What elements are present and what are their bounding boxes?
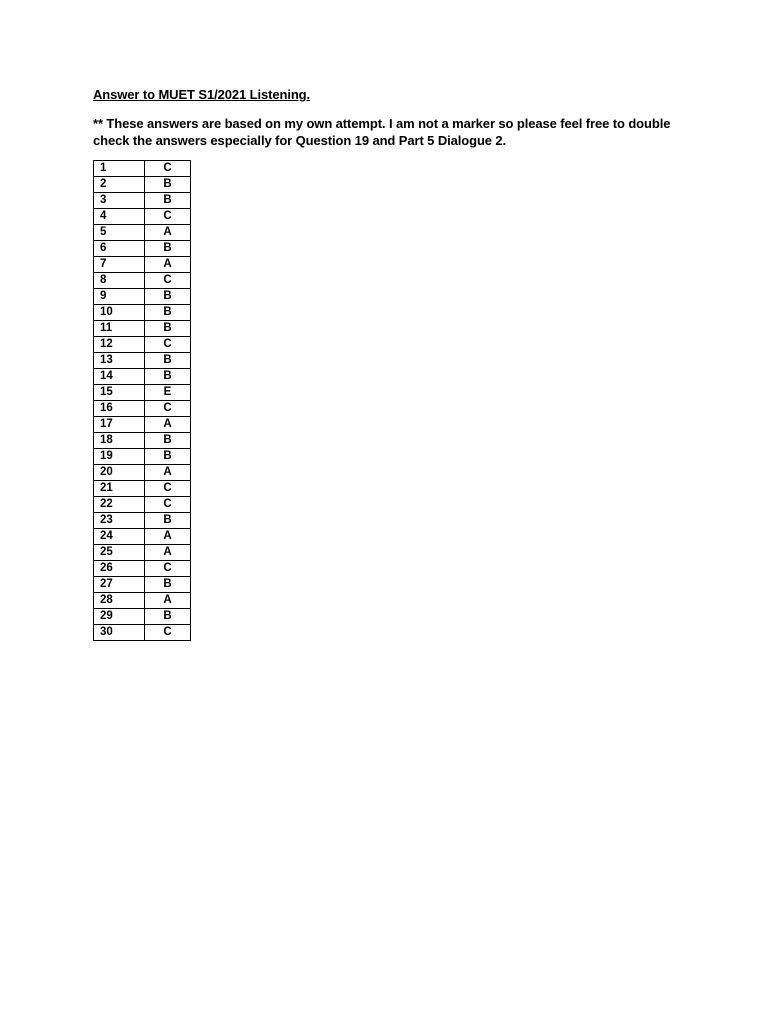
answer-cell: C	[145, 497, 191, 513]
question-number-cell: 22	[94, 497, 145, 513]
question-number-cell: 23	[94, 513, 145, 529]
answer-cell: A	[145, 417, 191, 433]
question-number-cell: 30	[94, 625, 145, 641]
answer-cell: A	[145, 545, 191, 561]
table-row	[94, 609, 191, 625]
question-number-cell: 1	[94, 161, 145, 177]
table-row	[94, 369, 191, 385]
answer-cell: C	[145, 561, 191, 577]
note-line: check the answers especially for Question 19 and Part 5 Dialogue 2.	[93, 133, 507, 148]
question-number-cell: 8	[94, 273, 145, 289]
answer-cell: B	[145, 177, 191, 193]
question-number-cell: 12	[94, 337, 145, 353]
answer-cell: B	[145, 369, 191, 385]
question-number-cell: 20	[94, 465, 145, 481]
question-number-cell: 4	[94, 209, 145, 225]
answer-cell: B	[145, 241, 191, 257]
question-number-cell: 25	[94, 545, 145, 561]
answer-cell: A	[145, 225, 191, 241]
table-row	[94, 337, 191, 353]
document-title: Answer to MUET S1/2021 Listening.	[93, 87, 311, 102]
table-row	[94, 513, 191, 529]
question-number-cell: 7	[94, 257, 145, 273]
answer-cell: B	[145, 433, 191, 449]
table-row	[94, 465, 191, 481]
table-row	[94, 225, 191, 241]
question-number-cell: 28	[94, 593, 145, 609]
answer-cell: B	[145, 193, 191, 209]
answer-cell: A	[145, 465, 191, 481]
answer-table	[93, 160, 191, 641]
question-number-cell: 5	[94, 225, 145, 241]
question-number-cell: 29	[94, 609, 145, 625]
table-row	[94, 257, 191, 273]
question-number-cell: 24	[94, 529, 145, 545]
answer-cell: C	[145, 625, 191, 641]
answer-cell: C	[145, 401, 191, 417]
answer-cell: C	[145, 209, 191, 225]
answer-cell: A	[145, 593, 191, 609]
question-number-cell: 2	[94, 177, 145, 193]
answer-cell: B	[145, 353, 191, 369]
question-number-cell: 19	[94, 449, 145, 465]
document-note	[93, 115, 693, 149]
table-row	[94, 161, 191, 177]
table-row	[94, 593, 191, 609]
question-number-cell: 17	[94, 417, 145, 433]
table-row	[94, 625, 191, 641]
table-row	[94, 545, 191, 561]
answer-cell: B	[145, 513, 191, 529]
answer-cell: B	[145, 321, 191, 337]
answer-cell: A	[145, 529, 191, 545]
question-number-cell: 3	[94, 193, 145, 209]
answer-cell: C	[145, 337, 191, 353]
question-number-cell: 26	[94, 561, 145, 577]
note-line: ** These answers are based on my own attempt. I am not a marker so please feel free to double	[93, 116, 671, 131]
question-number-cell: 27	[94, 577, 145, 593]
question-number-cell: 21	[94, 481, 145, 497]
table-row	[94, 529, 191, 545]
question-number-cell: 16	[94, 401, 145, 417]
question-number-cell: 15	[94, 385, 145, 401]
question-number-cell: 18	[94, 433, 145, 449]
question-number-cell: 10	[94, 305, 145, 321]
question-number-cell: 14	[94, 369, 145, 385]
answer-cell: C	[145, 481, 191, 497]
table-row	[94, 577, 191, 593]
table-row	[94, 401, 191, 417]
table-row	[94, 241, 191, 257]
answer-cell: C	[145, 273, 191, 289]
table-row	[94, 417, 191, 433]
answer-cell: B	[145, 609, 191, 625]
table-row	[94, 385, 191, 401]
table-row	[94, 289, 191, 305]
table-row	[94, 561, 191, 577]
answer-cell: E	[145, 385, 191, 401]
question-number-cell: 11	[94, 321, 145, 337]
question-number-cell: 9	[94, 289, 145, 305]
table-row	[94, 193, 191, 209]
answer-cell: B	[145, 289, 191, 305]
answer-cell: C	[145, 161, 191, 177]
question-number-cell: 6	[94, 241, 145, 257]
answer-cell: B	[145, 577, 191, 593]
table-row	[94, 433, 191, 449]
table-row	[94, 497, 191, 513]
table-row	[94, 449, 191, 465]
answer-cell: B	[145, 305, 191, 321]
answer-cell: A	[145, 257, 191, 273]
table-row	[94, 273, 191, 289]
table-row	[94, 321, 191, 337]
question-number-cell: 13	[94, 353, 145, 369]
table-row	[94, 177, 191, 193]
table-row	[94, 209, 191, 225]
table-row	[94, 481, 191, 497]
answer-table-body	[94, 161, 191, 641]
table-row	[94, 305, 191, 321]
table-row	[94, 353, 191, 369]
answer-cell: B	[145, 449, 191, 465]
